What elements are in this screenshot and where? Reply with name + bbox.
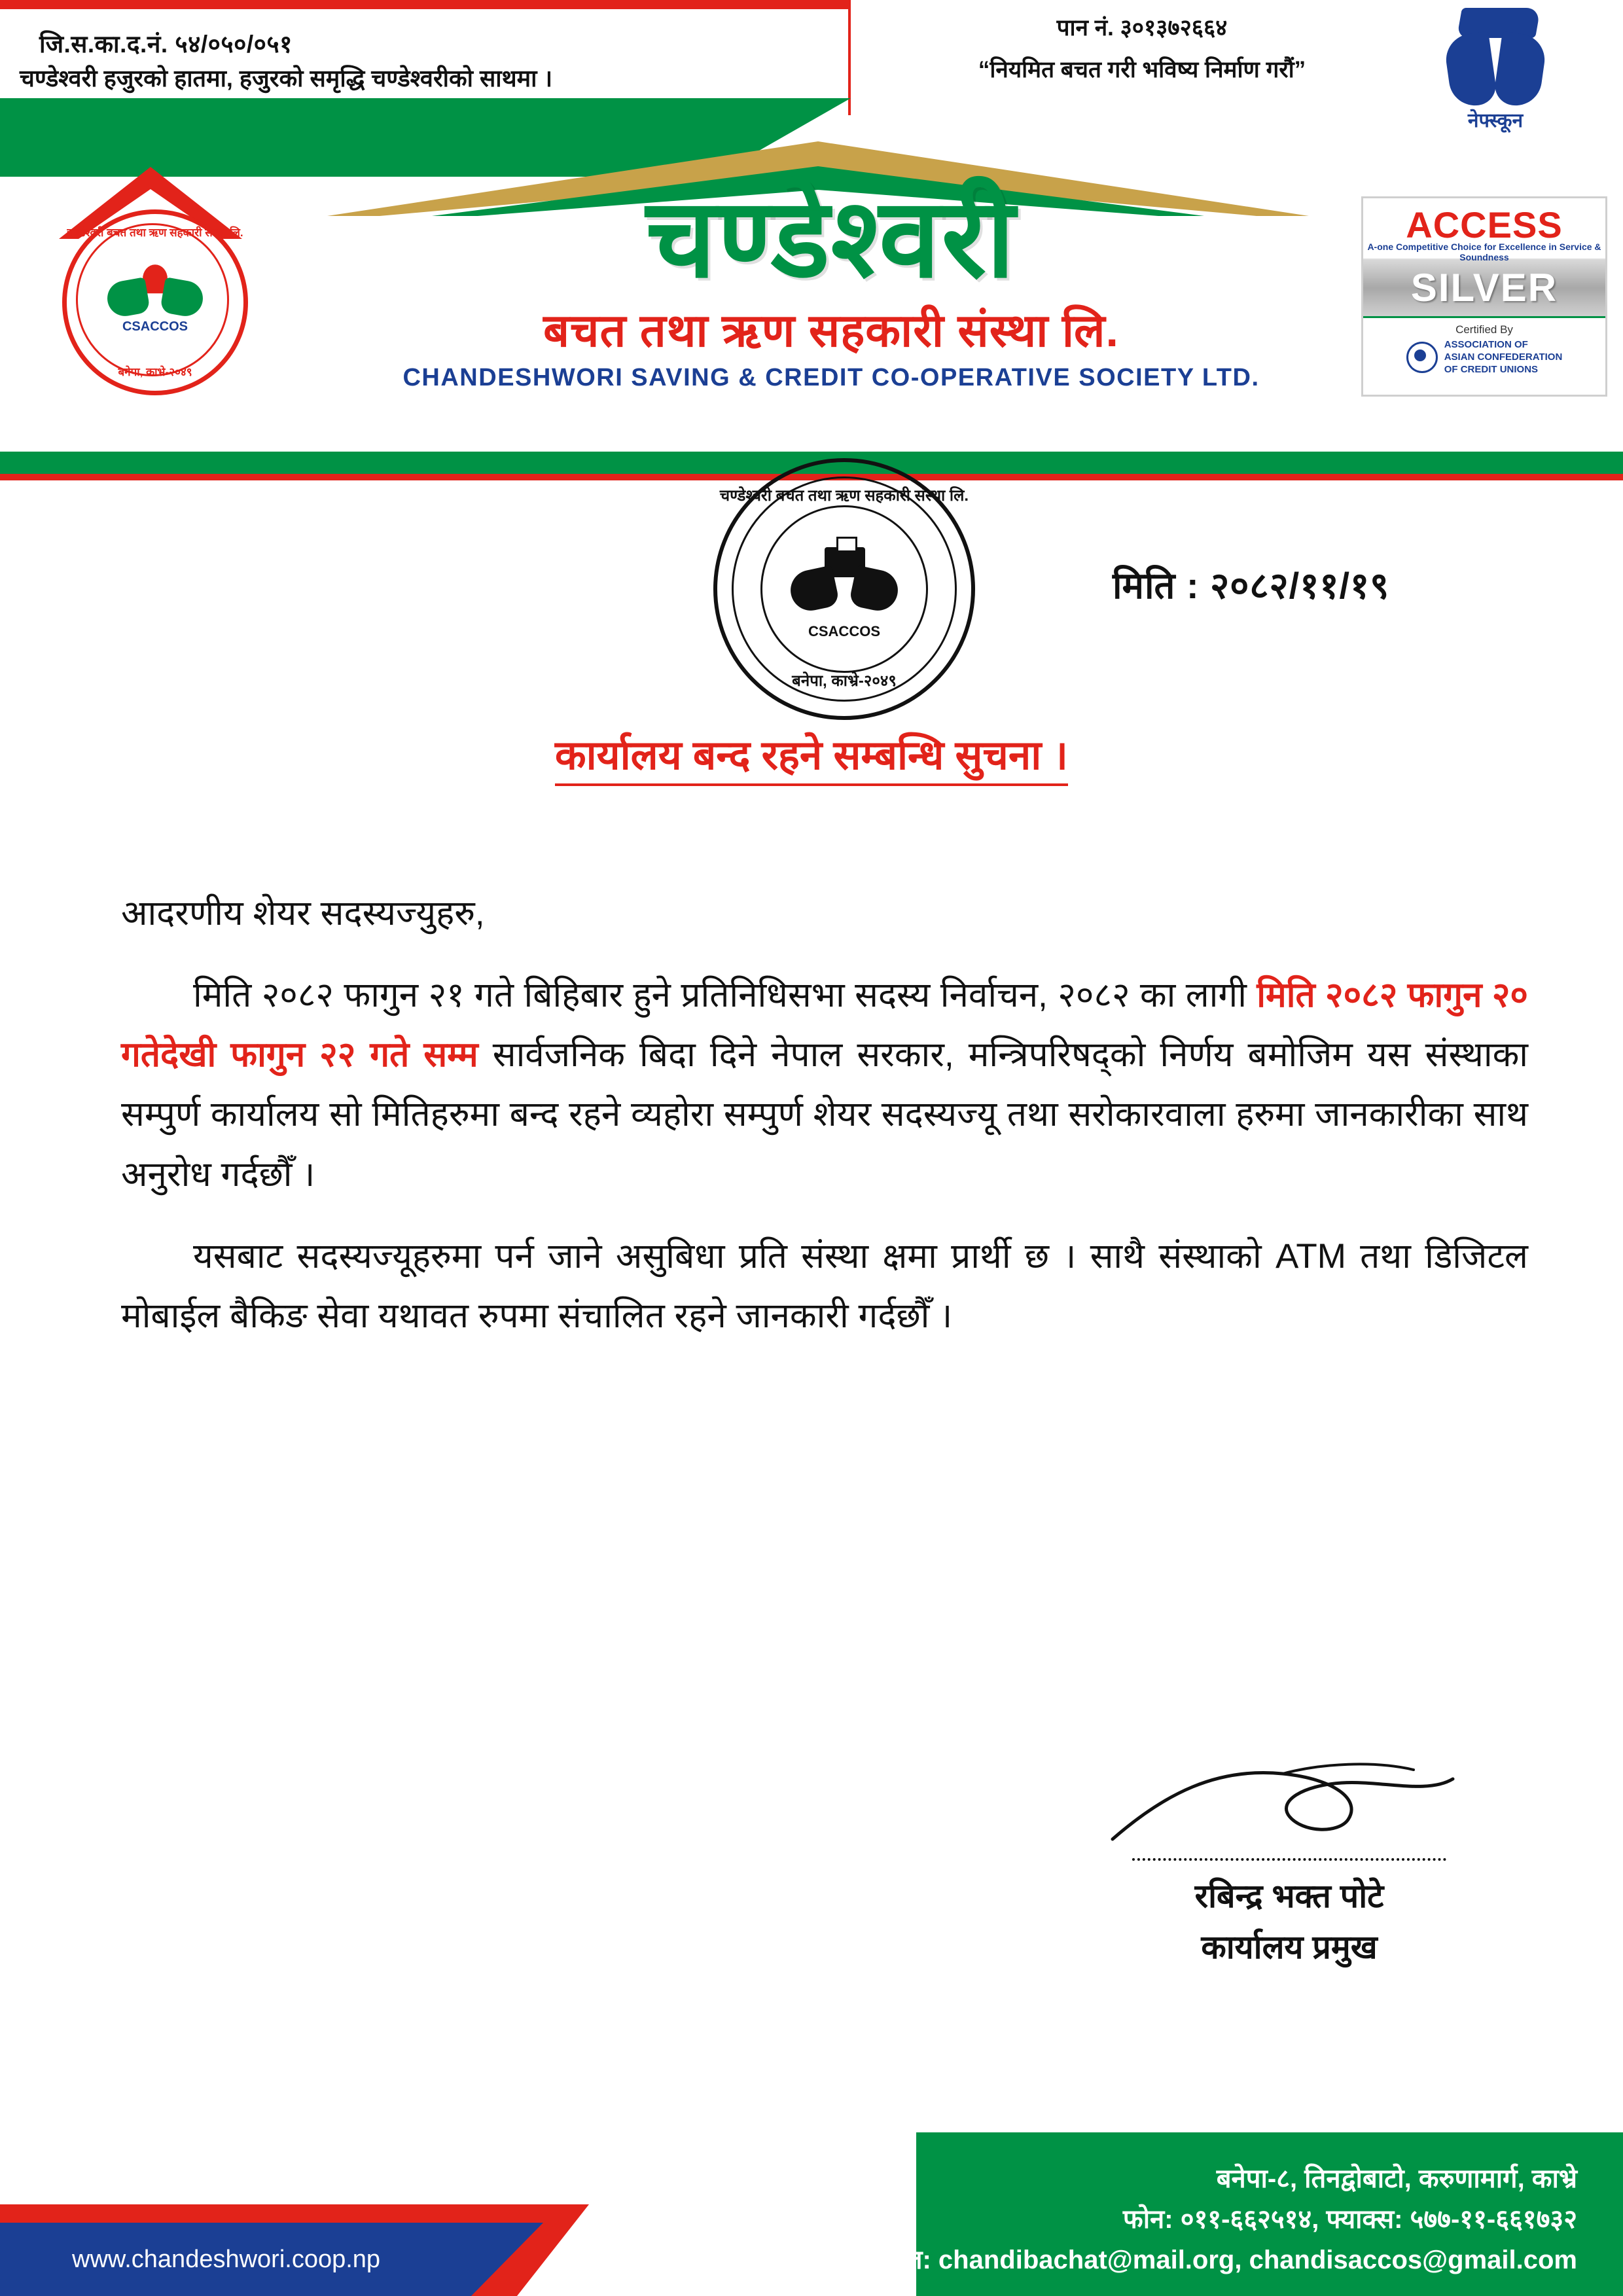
acu-logo-icon [1406, 342, 1438, 373]
notice-subject [0, 726, 1623, 781]
acu-text [1444, 339, 1563, 376]
acu-line-2: ASIAN CONFEDERATION [1444, 351, 1563, 363]
document-date: मिति : २०८२/११/१९ [1113, 565, 1390, 606]
hand-right-icon [1493, 31, 1548, 109]
paragraph-1 [121, 965, 1528, 1204]
seal-bottom-text: बनेपा, काभ्रे-२०४९ [792, 672, 897, 690]
hand-right-icon [160, 277, 205, 319]
slogan-right: “नियमित बचत गरी भविष्य निर्माण गरौं” [978, 57, 1306, 82]
acu-block [1363, 336, 1605, 376]
notice-body [121, 884, 1528, 1368]
footer-phone: फोन: ०११-६६२५१४, फ्याक्स: ५७७-११-६६१७३२ [1122, 2205, 1577, 2234]
paragraph-1-part-b: सार्वजनिक बिदा दिने नेपाल सरकार, मन्त्रिपरिषद्को निर्णय बमोजिम यस संस्थाका सम्पुर्ण कार्यालय सो मितिहरुमा बन्द रहने व्यहोरा सम्पुर्ण शेयर सदस्यज्यू तथा सरोकारवाला हरुमा जानकारीका साथ अनुरोध गर्दछौँ । [121, 1035, 1528, 1194]
paragraph-1-part-a: मिति २०८२ फागुन २१ गते बिहिबार हुने प्रतिनिधिसभा सदस्य निर्वाचन, २०८२ का लागी [193, 976, 1257, 1015]
org-name-nepali: चण्डेश्वरी [646, 177, 1016, 300]
seal-hands-icon [791, 535, 898, 614]
logo-center [99, 264, 211, 334]
access-grade: SILVER [1410, 266, 1558, 310]
brand-title-block [275, 177, 1387, 392]
signatory-name: रबिन्द्र भक्त पोटे [1194, 1878, 1384, 1914]
certified-by-label: Certified By [1363, 316, 1605, 336]
letterhead-top-bar [0, 0, 1623, 115]
nefscun-label: नेफ्स्कून [1467, 110, 1524, 132]
logo-abbreviation: CSACCOS [122, 319, 188, 334]
notice-subject-text: कार्यालय बन्द रहने सम्बन्धि सुचना । [555, 733, 1068, 786]
pan-number: पान नं. ३०१३७२६६४ [1056, 15, 1228, 41]
signature-block [1060, 1754, 1518, 1968]
access-tagline: A-one Competitive Choice for Excellence in Service & Soundness [1367, 242, 1601, 262]
seal-top-text: चण्डेश्वरी बचत तथा ऋण सहकारी संस्था लि. [719, 487, 969, 505]
handwritten-signature [1086, 1754, 1492, 1852]
acu-line-3: OF CREDIT UNIONS [1444, 363, 1539, 375]
registration-number: जि.स.का.द.नं. ५४/०५०/०५१ [39, 31, 293, 58]
signatory-role: कार्यालय प्रमुख [1201, 1929, 1378, 1965]
logo-circle [62, 209, 248, 395]
footer-website[interactable]: www.chandeshwori.coop.np [72, 2246, 381, 2273]
footer-email[interactable]: ई-मेल: chandibachat@mail.org, chandisaccos@gmail.com [867, 2246, 1577, 2274]
signature-line [1132, 1858, 1446, 1861]
hands-holding-person-icon [106, 264, 204, 317]
letterhead-footer [0, 2132, 1623, 2296]
top-left-block [0, 0, 851, 115]
silver-band [1363, 260, 1605, 316]
hand-left-icon [105, 277, 151, 319]
footer-contact [868, 2159, 1578, 2280]
footer-address: बनेपा-८, तिनद्वोबाटो, करुणामार्ग, काभ्रे [1216, 2164, 1577, 2193]
slogan-left: चण्डेश्वरी हजुरको हातमा, हजुरको समृद्धि चण्डेश्वरीको साथमा । [20, 65, 553, 92]
paragraph-1-highlight: मिति २०८२ फागुन २० गतेदेखी फागुन २२ गते सम्म [121, 976, 1528, 1075]
access-word: ACCESS [1406, 204, 1563, 245]
nefscun-logo [1420, 4, 1571, 154]
acu-line-1: ASSOCIATION OF [1444, 339, 1528, 350]
official-seal [713, 458, 975, 720]
hand-right-icon [848, 565, 901, 614]
paragraph-2: यसबाट सदस्यज्यूहरुमा पर्न जाने असुबिधा प्रति संस्था क्षमा प्रार्थी छ । साथै संस्थाको ATM तथा डिजिटल मोबाईल बैकिङ सेवा यथावत रुपमा संचालित रहने जानकारी गर्दछौँ । [121, 1236, 1528, 1335]
access-top [1363, 198, 1605, 260]
org-subtitle-nepali: बचत तथा ऋण सहकारी संस्था लि. [543, 305, 1119, 356]
seal-abbreviation: CSACCOS [808, 623, 880, 639]
access-silver-badge [1361, 196, 1607, 397]
logo-top-text: चण्डेश्वरी बचत तथा ऋण सहकारी संस्था लि. [67, 226, 243, 239]
org-subtitle-english: CHANDESHWORI SAVING & CREDIT CO-OPERATIVE SOCIETY LTD. [402, 364, 1260, 391]
hand-left-icon [1443, 31, 1499, 109]
salutation: आदरणीय शेयर सदस्यज्युहरु, [121, 894, 485, 933]
csaccos-logo [39, 167, 262, 389]
hand-left-icon [787, 565, 840, 614]
nefscun-hands-icon [1420, 4, 1571, 115]
logo-bottom-text: बनेपा, काभ्रे-२०४९ [118, 366, 192, 378]
